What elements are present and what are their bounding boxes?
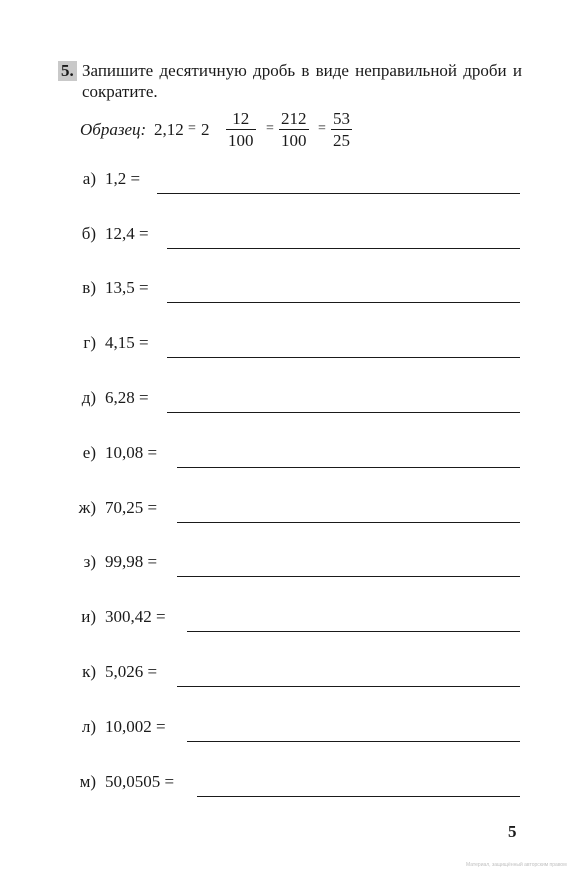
exercise-row-m	[0, 772, 581, 802]
exercise-expression: 5,026 =	[105, 662, 158, 681]
numerator: 53	[333, 109, 350, 128]
denominator: 100	[228, 131, 254, 150]
exercise-label: и)	[81, 607, 96, 626]
answer-line[interactable]	[177, 576, 520, 577]
exercise-label: з)	[83, 552, 96, 571]
exercise-row-v	[0, 278, 581, 308]
page-number: 5	[508, 822, 517, 841]
exercise-row-b	[0, 224, 581, 254]
answer-line[interactable]	[187, 741, 520, 742]
sample-fraction-2	[279, 108, 309, 151]
copyright-watermark: Материал, защищённый авторским правом	[466, 862, 567, 868]
answer-line[interactable]	[177, 686, 520, 687]
answer-line[interactable]	[197, 796, 520, 797]
exercise-expression: 1,2 =	[105, 169, 141, 188]
exercise-expression: 70,25 =	[105, 498, 158, 517]
answer-line[interactable]	[157, 193, 520, 194]
answer-line[interactable]	[167, 302, 520, 303]
exercise-label: д)	[81, 388, 96, 407]
exercise-label: л)	[81, 717, 96, 736]
answer-line[interactable]	[167, 412, 520, 413]
answer-line[interactable]	[187, 631, 520, 632]
exercise-expression: 10,08 =	[105, 443, 158, 462]
exercise-expression: 50,0505 =	[105, 772, 175, 791]
sample-label: Образец:	[80, 120, 147, 139]
exercise-row-d	[0, 388, 581, 418]
exercise-label: б)	[81, 224, 96, 243]
sample-whole-part: 2	[201, 120, 210, 139]
denominator: 25	[333, 131, 350, 150]
exercise-label: к)	[82, 662, 96, 681]
equals-sign: =	[318, 121, 326, 136]
exercise-label: е)	[82, 443, 96, 462]
exercise-expression: 13,5 =	[105, 278, 149, 297]
sample-decimal: 2,12	[154, 120, 184, 139]
task-instruction: Запишите десятичную дробь в виде неправильной дроби и сократите.	[82, 61, 522, 101]
exercise-expression: 12,4 =	[105, 224, 149, 243]
equals-sign: =	[188, 121, 196, 136]
exercise-row-e	[0, 443, 581, 473]
exercise-label: а)	[82, 169, 96, 188]
exercise-expression: 4,15 =	[105, 333, 149, 352]
answer-line[interactable]	[177, 467, 520, 468]
answer-line[interactable]	[177, 522, 520, 523]
exercise-expression: 6,28 =	[105, 388, 149, 407]
exercise-row-z	[0, 552, 581, 582]
task-number: 5.	[58, 61, 77, 81]
answer-line[interactable]	[167, 248, 520, 249]
exercise-row-a	[0, 169, 581, 199]
exercise-expression: 10,002 =	[105, 717, 166, 736]
exercise-expression: 300,42 =	[105, 607, 166, 626]
exercise-row-i	[0, 607, 581, 637]
sample-fraction-1	[226, 108, 256, 151]
equals-sign: =	[266, 121, 274, 136]
exercise-row-l	[0, 717, 581, 747]
denominator: 100	[281, 131, 307, 150]
exercise-row-k	[0, 662, 581, 692]
exercise-label: в)	[82, 278, 96, 297]
answer-line[interactable]	[167, 357, 520, 358]
exercise-row-g	[0, 333, 581, 363]
exercise-label: ж)	[78, 498, 96, 517]
exercise-row-zh	[0, 498, 581, 528]
sample-fraction-3	[331, 108, 352, 151]
exercise-expression: 99,98 =	[105, 552, 158, 571]
numerator: 12	[226, 108, 256, 130]
exercise-label: м)	[79, 772, 96, 791]
numerator: 212	[281, 109, 307, 128]
exercise-label: г)	[83, 333, 96, 352]
